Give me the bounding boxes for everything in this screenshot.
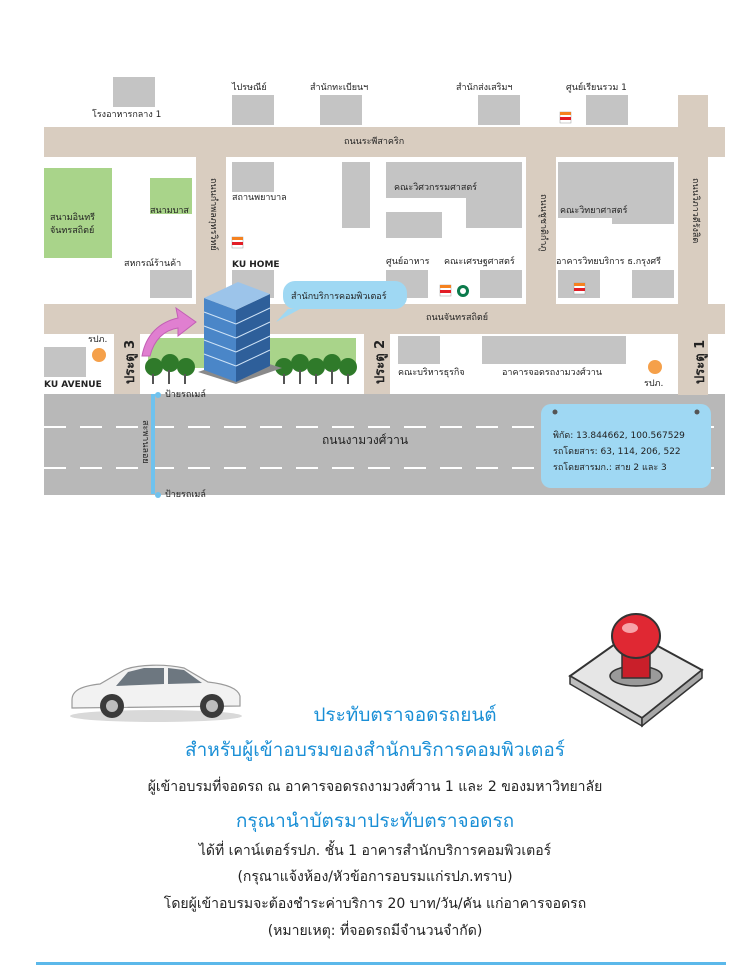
label-learning-center: ศูนย์เรียนรวม 1 xyxy=(566,83,627,93)
info-shuttle: รถโดยสารมก.: สาย 2 และ 3 xyxy=(553,463,667,473)
label-economics: คณะเศรษฐศาสตร์ xyxy=(444,257,515,267)
info-bus-lines: รถโดยสาร: 63, 114, 206, 522 xyxy=(553,447,681,457)
computer-center-callout xyxy=(283,281,407,309)
label-canteen: โรงอาหารกลาง 1 xyxy=(92,110,162,120)
label-ku-home: KU HOME xyxy=(232,260,280,270)
label-gate1: ประตู 1 xyxy=(693,339,708,384)
info-box xyxy=(541,404,711,488)
road-right-vertical: ถนนวิภาวดีรังสิต xyxy=(690,178,700,244)
label-parking: อาคารจอดรถงามวงศ์วาน xyxy=(502,368,602,378)
computer-center-building-icon xyxy=(198,282,282,384)
label-bridge: สะพานลอย xyxy=(140,420,150,464)
label-registrar: สำนักทะเบียนฯ xyxy=(310,83,369,93)
label-ku-avenue: KU AVENUE xyxy=(44,380,102,390)
callout-text: สำนักบริการคอมพิวเตอร์ xyxy=(291,292,387,302)
notice-line-counter: ได้ที่ เคาน์เตอร์รปภ. ชั้น 1 อาคารสำนักบริการคอมพิวเตอร์ xyxy=(198,843,552,859)
notice-line-fee: โดยผู้เข้าอบรมจะต้องชำระค่าบริการ 20 บาท/วัน/คัน แก่อาคารจอดรถ xyxy=(163,896,587,912)
label-food-center: ศูนย์อาหาร xyxy=(386,257,430,267)
label-gate2: ประตู 2 xyxy=(373,339,388,384)
notice-heading-bring-card: กรุณานำบัตรมาประทับตราจอดรถ xyxy=(235,810,515,832)
label-post-office: ไปรษณีย์ xyxy=(232,83,267,93)
label-engineering: คณะวิศวกรรมศาสตร์ xyxy=(394,183,478,193)
security-dot-left xyxy=(92,348,106,362)
notice-heading-parking-stamp: ประทับตราจอดรถยนต์ xyxy=(313,704,497,726)
notice-line-note: (หมายเหตุ: ที่จอดรถมีจำนวนจำกัด) xyxy=(267,923,483,939)
label-business: คณะบริหารธุรกิจ xyxy=(398,368,465,378)
info-coordinates: พิกัด: 13.844662, 100.567529 xyxy=(553,431,685,441)
label-basketball: สนามบาส xyxy=(150,206,189,216)
label-gate3: ประตู 3 xyxy=(123,339,138,384)
label-coop: สหกรณ์ร้านค้า xyxy=(124,259,182,269)
notice-heading-trainees: สำหรับผู้เข้าอบรมของสำนักบริการคอมพิวเตอร์ xyxy=(185,739,565,761)
label-security-left: รปภ. xyxy=(88,335,108,345)
notice-line-parking-buildings: ผู้เข้าอบรมที่จอดรถ ณ อาคารจอดรถงามวงศ์วาน 1 และ 2 ของมหาวิทยาลัย xyxy=(147,779,603,795)
road-top: ถนนระพีสาคริก xyxy=(344,137,405,147)
bottom-divider xyxy=(36,962,726,965)
notice-line-inform: (กรุณาแจ้งห้อง/หัวข้อการอบรมแก่รปภ.ทราบ) xyxy=(237,869,513,885)
label-stadium: สนามอินทรี จันทรสถิตย์ xyxy=(50,213,95,236)
road-left-vertical: ถนนกำพลภุทรวิทย์ xyxy=(208,178,218,251)
label-hospital: สถานพยาบาล xyxy=(232,193,287,203)
label-science: คณะวิทยาศาสตร์ xyxy=(560,206,628,216)
road-chanthorn: ถนนจันทรสถิตย์ xyxy=(426,313,489,323)
trees-left xyxy=(145,354,195,384)
label-security-right: รปภ. xyxy=(644,379,664,389)
label-promotion: สำนักส่งเสริมฯ xyxy=(456,83,513,93)
label-bus-stop-top: ป้ายรถเมล์ xyxy=(165,390,206,400)
label-bus-stop-bottom: ป้ายรถเมล์ xyxy=(165,490,206,500)
security-dot-right xyxy=(648,360,662,374)
road-ngamwongwan: ถนนงามวงศ์วาน xyxy=(322,433,409,447)
label-bank-building: อาคารวิทยบริการ ธ.กรุงศรี xyxy=(556,257,661,267)
road-mid-vertical: ถนนชูชาติกำภู xyxy=(538,194,548,252)
